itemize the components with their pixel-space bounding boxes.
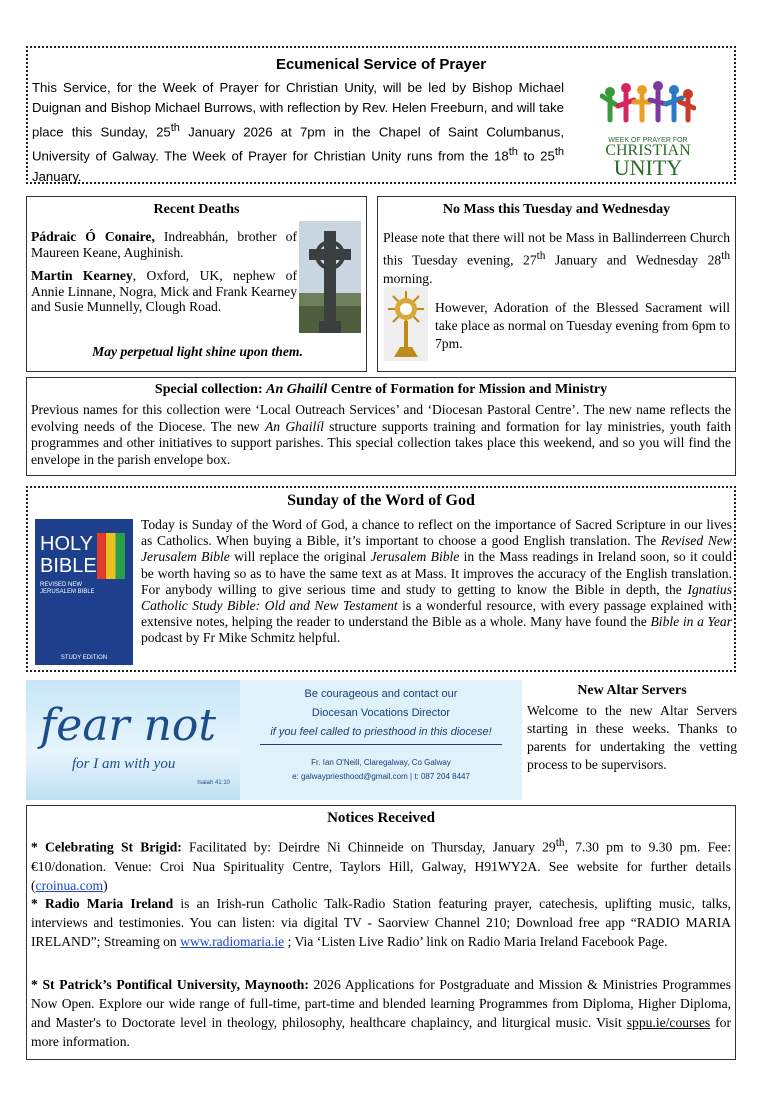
fear-not-text: fear not [40,700,217,751]
death-notice-2: Martin Kearney, Oxford, UK, nephew of Annie Linnane, Nogra, Mick and Frank Kearney and Susie Munnelly, Clough Road. [31,268,297,314]
ecumenical-service-section [26,46,736,184]
croinua-link[interactable]: croinua.com [35,877,104,893]
word-of-god-body: Today is Sunday of the Word of God, a chance to reflect on the importance of Sacred Scripture in our lives as Catholics. When buying a Bible, it’s important to choose a good English translation. The Revised New Jerusalem Bible will replace the original Jerusalem Bible in the Mass readings in Ireland soon, so it could be worth having so as to have the same text as at Mass. It improves the accuracy of the English translation. For anybody willing to give serious time and study to getting to know the Bible in depth, the Ignatius Catholic Study Bible: Old and New Testament is a wonderful resource, with every passage explained with extensive notes, helping the reader to understand the Bible as a whole. Many have found the Bible in a Year podcast by Fr Mike Schmitz helpful. [141,517,733,646]
vocations-divider [260,744,502,745]
fear-not-panel [26,680,240,800]
altar-servers-section [527,683,737,793]
special-collection-body: Previous names for this collection were ‘Local Outreach Services’ and ‘Diocesan Pastoral Centre’. The new name reflects the evolving needs of the Diocese. The new An Ghailíl structure supports training and formation for lay ministries, youth faith programmes and other initiatives to support parishes. This special collection takes place this weekend, and so you will find the envelope in the parish envelope box. [31,402,731,467]
bible-cover-bible: BIBLE [40,555,97,577]
death-notice-1: Pádraic Ó Conaire, Indreabhán, brother of Maureen Keane, Aughinish. [31,229,297,260]
notices-section [26,805,736,1060]
word-of-god-section [26,486,736,672]
sppu-link[interactable]: sppu.ie/courses [626,1015,711,1030]
altar-servers-title: New Altar Servers [577,683,687,698]
christian-unity-logo [600,80,696,180]
no-mass-notice: Please note that there will not be Mass in Ballinderreen Church this Tuesday evening, 27th January and Wednesday 28th morning. [383,230,730,286]
notice-maynooth: * St Patrick’s Pontifical University, Maynooth: 2026 Applications for Postgraduate and Mission & Ministries Programmes Now Open. Explore our wide range of full-time, part-time and blended learning Programmes from Diploma, Higher Diploma, and Master's to Doctorate level in theology, philosophy, healthcare chaplaincy, and liturgical music. Visit sppu.ie/courses for more information. [31,977,732,1049]
vocations-line-2: Diocesan Vocations Director [311,707,451,719]
vocations-email-phone: e: galwaypriesthood@gmail.com | t: 087 204 8447 [292,772,470,781]
radiomaria-link[interactable]: www.radiomaria.ie [180,934,285,949]
with-you-text: for I am with you [72,756,176,772]
vocations-line-1: Be courageous and contact our [304,688,458,700]
special-collection-title: Special collection: An Ghailíl Centre of Formation for Mission and Ministry [154,382,608,397]
notices-title: Notices Received [327,810,435,826]
bible-cover-image [35,519,133,665]
notice-st-brigid: * Celebrating St Brigid: Facilitated by: Deirdre Ni Chinneide on Thursday, January 29th, 7.30 pm to 9.30 pm. Fee: €10/donation. Venue: Croi Nua Spirituality Centre, Taylors Hill, Galway, H91WY2A. See website for further details (croinua.com) [31,837,731,893]
recent-deaths-title: Recent Deaths [153,202,240,217]
vocations-contact: Fr. Ian O'Neill, Claregalway, Co Galway [311,758,451,767]
no-mass-section [377,196,736,372]
bible-cover-artwork [97,533,125,579]
logo-unity-text: UNITY [613,155,683,180]
monstrance-image [384,287,428,361]
logo-christian-text: CHRISTIAN [605,142,691,159]
adoration-notice: However, Adoration of the Blessed Sacrament will take place as normal on Tuesday evening from 6pm to 7pm. [435,300,730,351]
logo-small-text: WEEK OF PRAYER FOR [608,137,688,144]
bible-cover-subtitle: REVISED NEW JERUSALEM BIBLE [40,582,95,595]
word-of-god-title: Sunday of the Word of God [287,492,475,509]
no-mass-title: No Mass this Tuesday and Wednesday [442,202,671,217]
blessing-line: May perpetual light shine upon them. [92,344,303,359]
vocations-panel [240,680,522,800]
celtic-cross-image [299,221,361,333]
scripture-reference: Isaiah 41:10 [197,780,230,786]
bible-cover-holy: HOLY [40,533,93,555]
recent-deaths-section [26,196,367,372]
ecumenical-title: Ecumenical Service of Prayer [275,56,487,73]
bible-cover-edition: STUDY EDITION [60,655,108,661]
vocations-banner [26,680,522,800]
altar-servers-body: Welcome to the new Altar Servers starting in these weeks. Thanks to parents for undertaking the vetting process to be supervisors. [527,703,737,772]
notice-radio-maria: * Radio Maria Ireland is an Irish-run Catholic Talk-Radio Station featuring prayer, catechesis, uplifting music, talks, interviews and testimonies. You can listen: via digital TV - Saorview Channel 210; Download free app “RADIO MARIA IRELAND”; Streaming on www.radiomaria.ie ; Via ‘Listen Live Radio’ link on Radio Maria Ireland Facebook Page. [31,896,731,949]
special-collection-section [26,377,736,476]
ecumenical-body: This Service, for the Week of Prayer for Christian Unity, will be led by Bishop Michael Duignan and Bishop Michael Burrows, with reflection by Rev. Helen Freeburn, and will take place this Sunday, 25th January 2026 at 7pm in the Chapel of Saint Columbanus, University of Galway. The Week of Prayer for Christian Unity runs from the 18th to 25th January. [32,80,564,184]
vocations-line-3: if you feel called to priesthood in this diocese! [270,726,492,738]
